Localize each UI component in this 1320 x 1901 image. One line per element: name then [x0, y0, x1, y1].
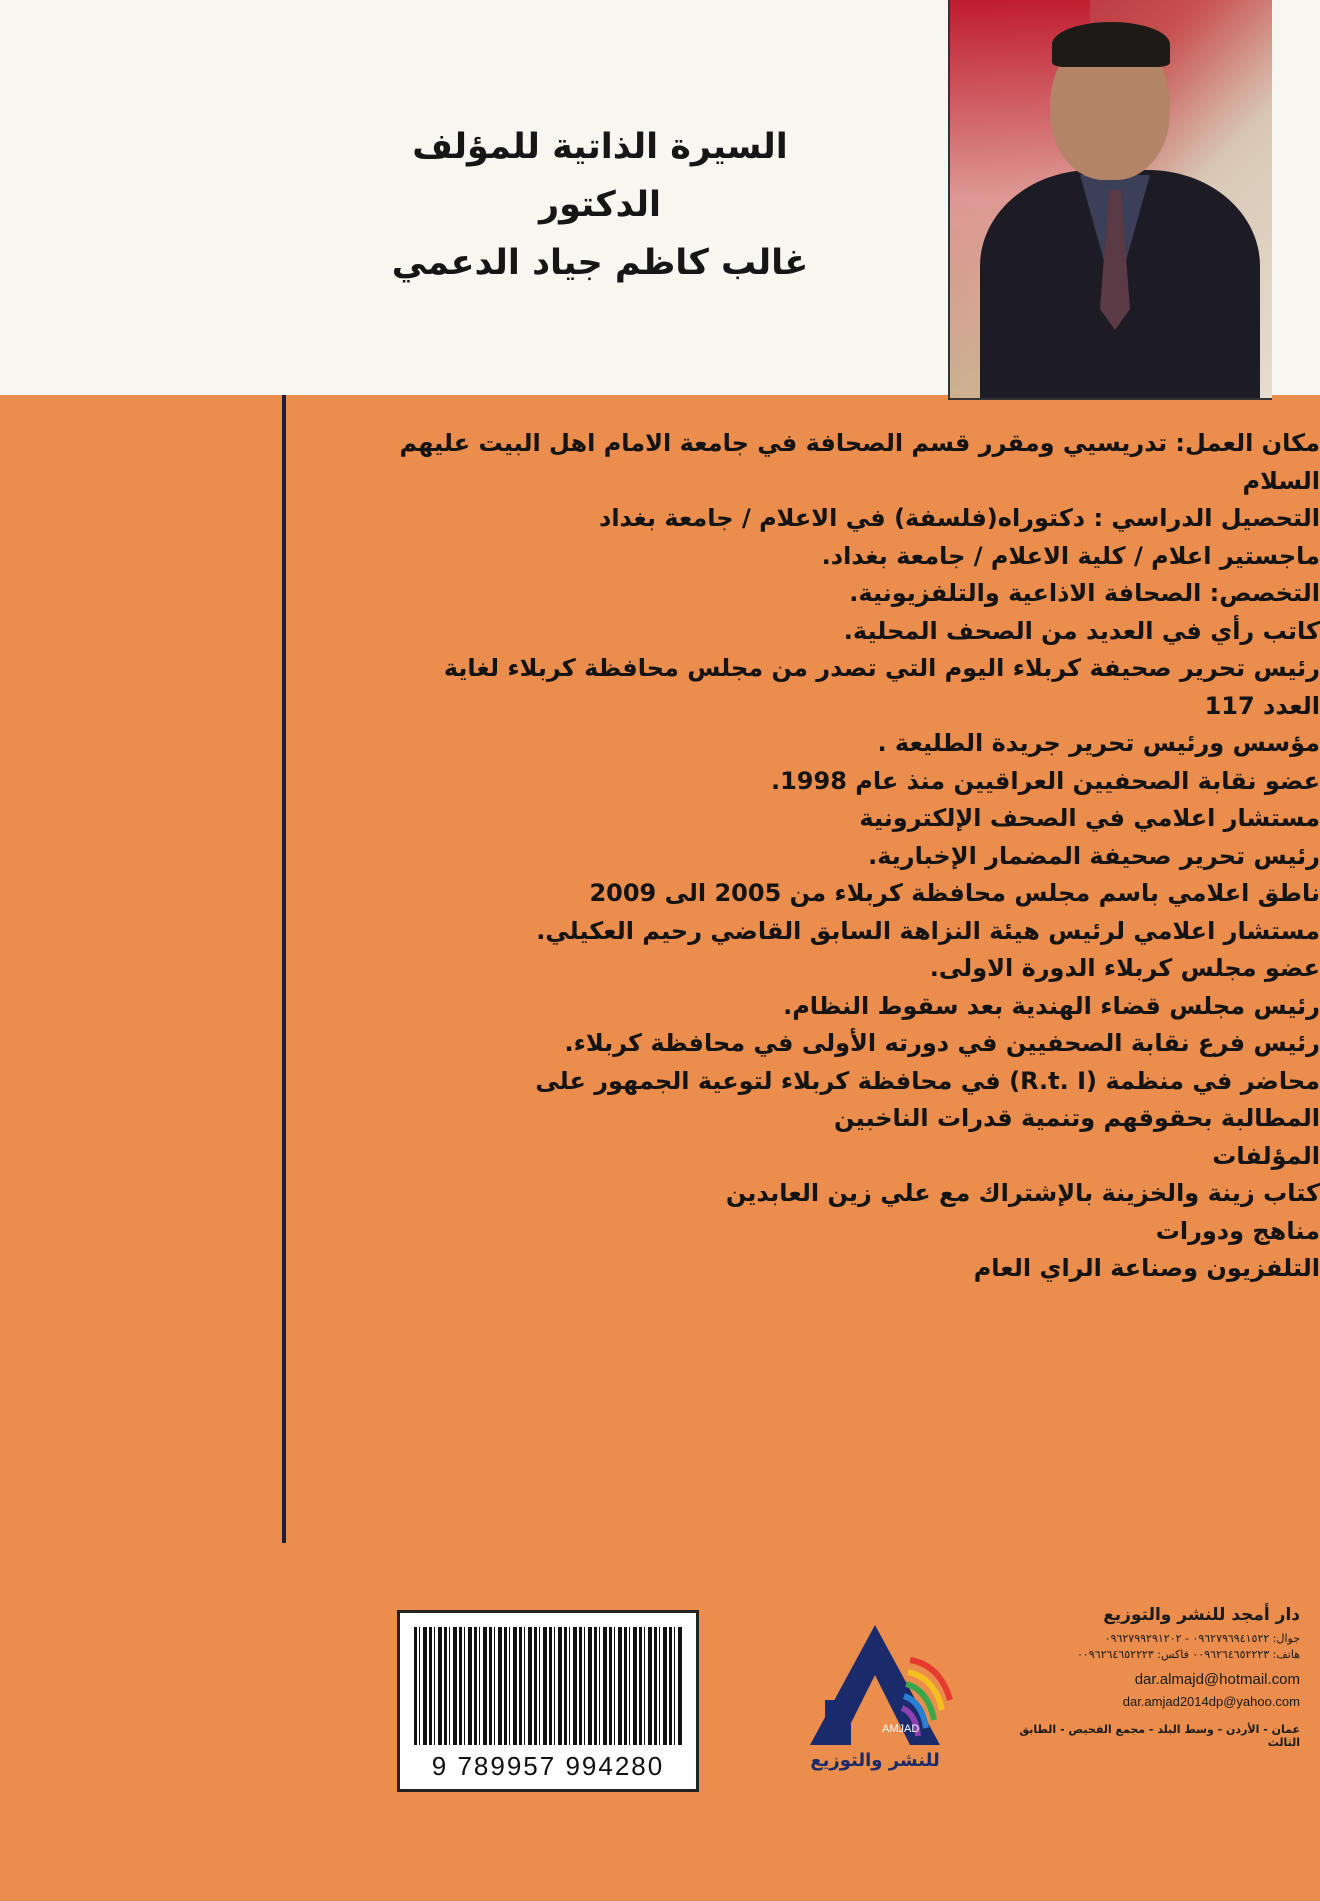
- title-heading: السيرة الذاتية للمؤلف: [412, 127, 788, 167]
- svg-text:AMJAD: AMJAD: [882, 1723, 920, 1735]
- bio-line: التخصص: الصحافة الاذاعية والتلفزيونية.: [849, 579, 1320, 607]
- bio-line: محاضر في منظمة (R.t. I) في محافظة كربلاء لتوعية الجمهور على: [535, 1066, 1320, 1095]
- author-name: غالب كاظم جياد الدعمي: [391, 243, 809, 283]
- title-block: [330, 118, 870, 292]
- bio-line: السلام: [1242, 466, 1320, 495]
- bio-line: ناطق اعلامي باسم مجلس محافظة كربلاء من 2005 الى 2009: [589, 879, 1320, 907]
- logo-text: للنشر والتوزيع: [810, 1750, 940, 1771]
- publisher-name: دار أمجد للنشر والتوزيع: [1103, 1605, 1300, 1625]
- author-photo: [948, 0, 1272, 400]
- publisher-phones: جوال: ٠٩٦٢٧٩٦٩٤١٥٢٢ - ٠٩٦٢٧٩٩٢٩١٢٠٢: [1104, 1632, 1300, 1645]
- publisher-email-alt[interactable]: dar.amjad2014dp@yahoo.com: [1122, 1694, 1300, 1709]
- logo-mark-icon: [790, 1620, 960, 1750]
- bio-line: المؤلفات: [1212, 1141, 1320, 1170]
- bio-line: كتاب زينة والخزينة بالإشتراك مع علي زين العابدين: [725, 1179, 1320, 1207]
- bio-line: رئيس مجلس قضاء الهندية بعد سقوط النظام.: [783, 991, 1320, 1020]
- bio-line: رئيس تحرير صحيفة كربلاء اليوم التي تصدر من مجلس محافظة كربلاء لغاية: [443, 654, 1320, 682]
- bio-line: رئيس فرع نقابة الصحفيين في دورته الأولى في محافظة كربلاء.: [564, 1029, 1320, 1057]
- bio-line: مناهج ودورات: [1155, 1216, 1320, 1245]
- bio-line: مؤسس ورئيس تحرير جريدة الطليعة .: [877, 729, 1320, 757]
- isbn-number: 9 789957 994280: [431, 1751, 665, 1781]
- title-degree: الدكتور: [538, 185, 662, 225]
- vertical-rule: [282, 395, 286, 1543]
- barcode-bars: [414, 1627, 682, 1745]
- isbn-barcode: [397, 1610, 699, 1792]
- bio-line: مكان العمل: تدريسيي ومقرر قسم الصحافة في جامعة الامام اهل البيت عليهم: [399, 429, 1320, 457]
- bio-line: رئيس تحرير صحيفة المضمار الإخبارية.: [868, 841, 1320, 870]
- publisher-address: عمان - الأردن - وسط البلد - مجمع الفحيص - الطابق الثالث: [1019, 1723, 1300, 1749]
- publisher-info: [1000, 1605, 1300, 1749]
- bio-line: ماجستير اعلام / كلية الاعلام / جامعة بغداد.: [821, 541, 1320, 570]
- bio-line: عضو مجلس كربلاء الدورة الاولى.: [929, 954, 1320, 982]
- bio-line: التحصيل الدراسي : دكتوراه(فلسفة) في الاعلام / جامعة بغداد: [599, 504, 1320, 532]
- bio-line: العدد 117: [1204, 691, 1320, 720]
- publisher-email[interactable]: dar.almajd@hotmail.com: [1134, 1671, 1300, 1688]
- photo-hair: [1052, 22, 1170, 67]
- bio-line: عضو نقابة الصحفيين العراقيين منذ عام 1998.: [770, 766, 1320, 795]
- bio-line: المطالبة بحقوقهم وتنمية قدرات الناخبين: [834, 1104, 1320, 1132]
- bio-content: [290, 425, 1320, 1288]
- publisher-logo: [790, 1620, 960, 1790]
- bio-line: مستشار اعلامي في الصحف الإلكترونية: [859, 804, 1320, 832]
- publisher-fax: هاتف: ٠٠٩٦٢٦٤٦٥٢٢٢٣ فاكس: ٠٠٩٦٢٦٤٦٥٢٢٢٣: [1076, 1648, 1300, 1661]
- bio-line: التلفزيون وصناعة الراي العام: [973, 1254, 1320, 1282]
- bio-line: كاتب رأي في العديد من الصحف المحلية.: [843, 616, 1320, 645]
- bio-line: مستشار اعلامي لرئيس هيئة النزاهة السابق القاضي رحيم العكيلي.: [536, 916, 1320, 945]
